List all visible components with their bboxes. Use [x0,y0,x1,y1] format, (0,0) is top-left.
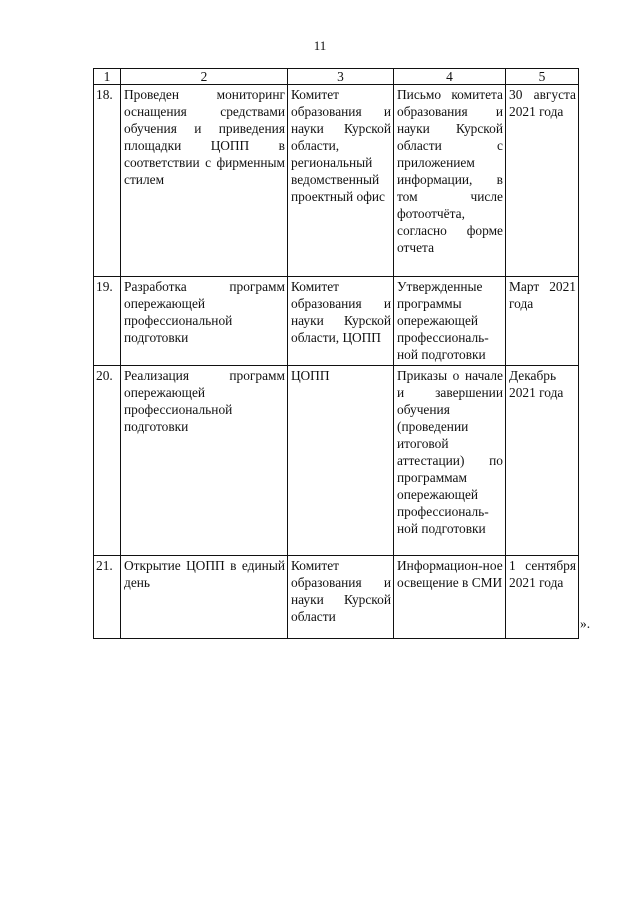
responsible-cell: Комитет образования и науки Курской области [288,556,394,639]
table-row [94,556,579,639]
table-header-row [94,69,579,85]
responsible-cell: Комитет образования и науки Курской области, региональный ведомственный проектный офис [288,85,394,277]
deadline-cell: Март 2021 года [506,277,579,366]
header-cell-2: 2 [121,69,288,85]
activity-plan-table [93,68,579,639]
event-cell: Реализация программ опережающей профессиональной подготовки [121,366,288,556]
event-cell: Проведен мониторинг оснащения средствами обучения и приведения площадки ЦОПП в соответствии с фирменным стилем [121,85,288,277]
closing-quote: ». [580,616,591,631]
page-number: 11 [313,38,327,53]
row-number: 20. [94,366,121,556]
row-number: 21. [94,556,121,639]
event-cell: Открытие ЦОПП в единый день [121,556,288,639]
header-cell-3: 3 [288,69,394,85]
header-cell-5: 5 [506,69,579,85]
table-row [94,277,579,366]
row-number: 18. [94,85,121,277]
result-cell: Информацион-ное освещение в СМИ [394,556,506,639]
header-cell-1: 1 [94,69,121,85]
deadline-cell: 1 сентября 2021 года [506,556,579,639]
result-cell: Письмо комитета образования и науки Курской области с приложением информации, в том числе фотоотчёта, согласно форме отчета [394,85,506,277]
deadline-cell: Декабрь 2021 года [506,366,579,556]
deadline-cell: 30 августа 2021 года [506,85,579,277]
result-cell: Утвержденные программы опережающей профессиональ-ной подготовки [394,277,506,366]
responsible-cell: ЦОПП [288,366,394,556]
result-cell: Приказы о начале и завершении обучения (проведении итоговой аттестации) по программам опережающей профессиональ-ной подготовки [394,366,506,556]
responsible-cell: Комитет образования и науки Курской области, ЦОПП [288,277,394,366]
event-cell: Разработка программ опережающей профессиональной подготовки [121,277,288,366]
table-row [94,366,579,556]
header-cell-4: 4 [394,69,506,85]
table-row [94,85,579,277]
row-number: 19. [94,277,121,366]
